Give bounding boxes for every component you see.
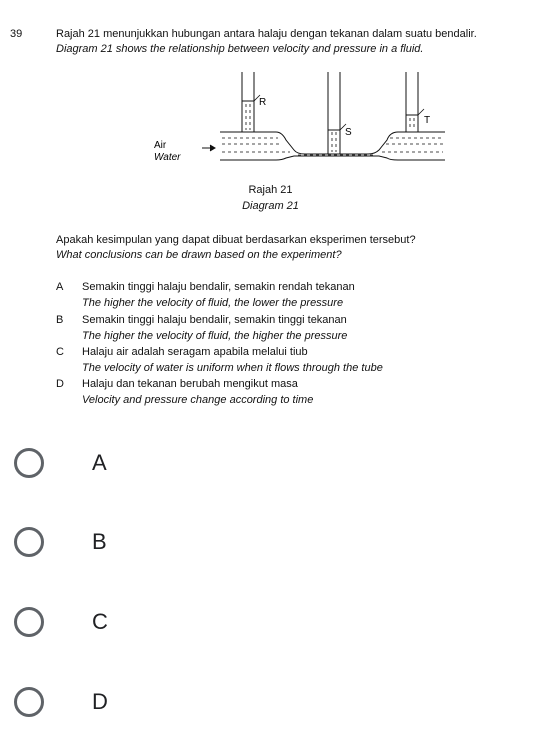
option-letter-b: B	[56, 314, 64, 326]
air-label: Air	[154, 140, 167, 151]
option-letter-a: A	[56, 281, 64, 293]
option-b-english: The higher the velocity of fluid, the higher the pressure	[82, 330, 348, 342]
radio-button-d[interactable]	[14, 687, 44, 717]
radio-button-a[interactable]	[14, 448, 44, 478]
label-t: T	[424, 115, 431, 126]
option-a-malay: Semakin tinggi halaju bendalir, semakin rendah tekanan	[82, 281, 355, 293]
choice-d[interactable]	[14, 680, 214, 724]
radio-button-c[interactable]	[14, 607, 44, 637]
label-r: R	[259, 97, 267, 108]
venturi-tube-diagram	[150, 68, 450, 168]
radio-button-b[interactable]	[14, 527, 44, 557]
option-a-english: The higher the velocity of fluid, the lower the pressure	[82, 297, 344, 309]
diagram-caption-english: Diagram 21	[242, 200, 299, 212]
prompt-english: What conclusions can be drawn based on the experiment?	[56, 249, 342, 261]
option-b-malay: Semakin tinggi halaju bendalir, semakin tinggi tekanan	[82, 314, 347, 326]
option-letter-d: D	[56, 378, 64, 390]
question-text-malay: Rajah 21 menunjukkan hubungan antara halaju dengan tekanan dalam suatu bendalir.	[56, 28, 477, 40]
diagram-caption-malay: Rajah 21	[248, 184, 293, 196]
question-text-english: Diagram 21 shows the relationship between velocity and pressure in a fluid.	[56, 43, 424, 55]
option-d-malay: Halaju dan tekanan berubah mengikut masa	[82, 378, 298, 390]
choice-b-label: B	[92, 529, 107, 554]
option-d-english: Velocity and pressure change according to time	[82, 394, 314, 406]
prompt-malay: Apakah kesimpulan yang dapat dibuat berdasarkan eksperimen tersebut?	[56, 234, 416, 246]
choice-c[interactable]	[14, 600, 214, 644]
option-c-english: The velocity of water is uniform when it flows through the tube	[82, 362, 383, 374]
choice-b[interactable]	[14, 520, 214, 564]
label-s: S	[345, 127, 352, 138]
water-label: Water	[154, 152, 181, 163]
option-c-malay: Halaju air adalah seragam apabila melalui tiub	[82, 346, 308, 358]
option-letter-c: C	[56, 346, 64, 358]
choice-a[interactable]	[14, 441, 214, 485]
choice-c-label: C	[92, 609, 108, 634]
choice-d-label: D	[92, 689, 108, 714]
question-number: 39	[10, 28, 23, 40]
choice-a-label: A	[92, 450, 107, 475]
